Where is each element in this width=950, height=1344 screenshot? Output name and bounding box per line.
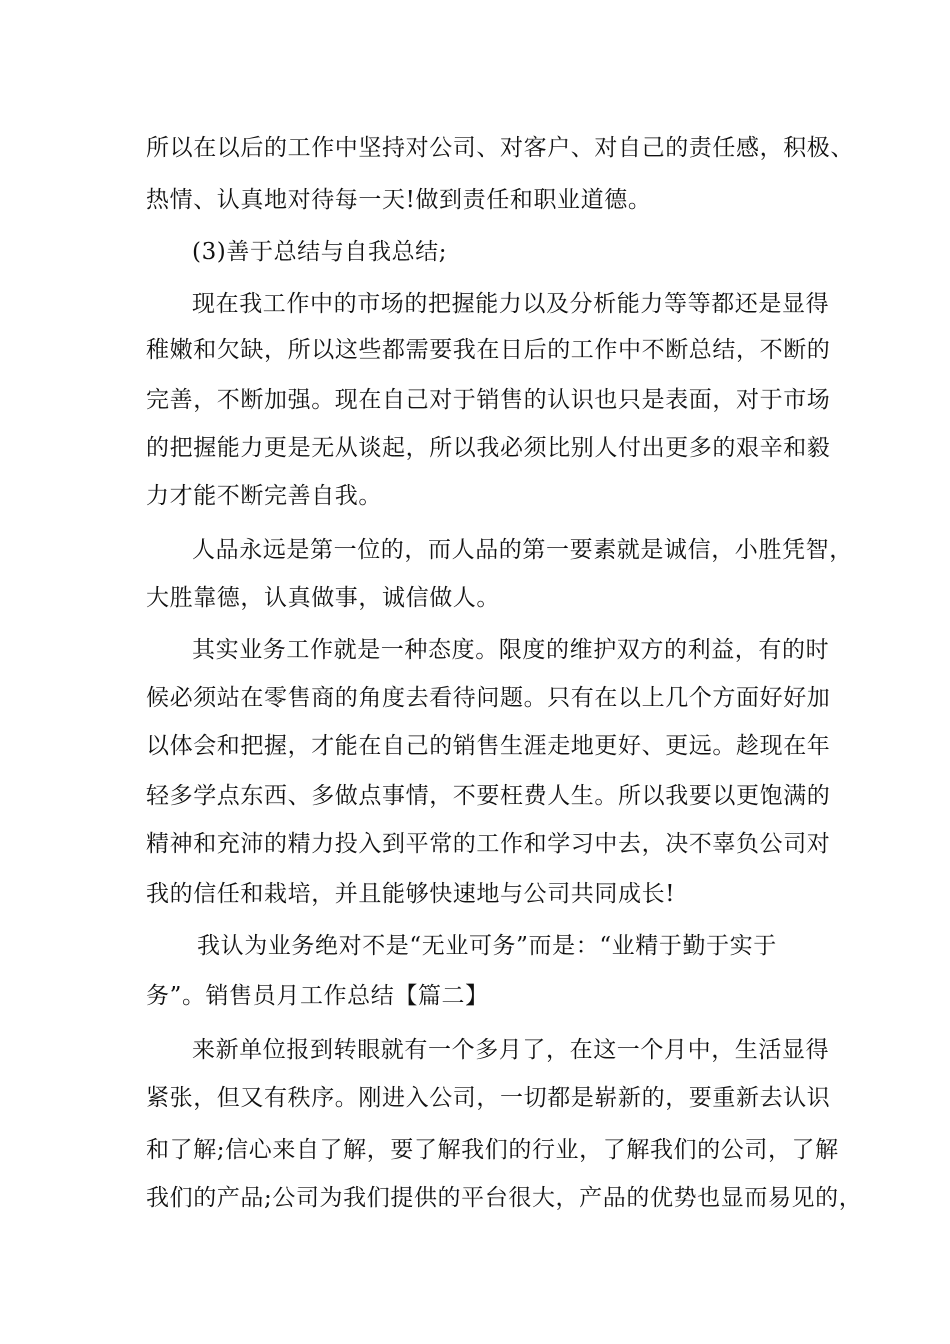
paragraph-line: 务”。销售员月工作总结【篇二】	[146, 983, 489, 1009]
paragraph-line: 紧张，但又有秩序。刚进入公司，一切都是崭新的，要重新去认识	[146, 1085, 831, 1111]
paragraph-line: 完善，不断加强。现在自己对于销售的认识也只是表面，对于市场	[146, 387, 831, 413]
paragraph-line: 我认为业务绝对不是“无业可务”而是：“业精于勤于实于	[197, 933, 777, 959]
paragraph-line: 和了解;信心来自了解，要了解我们的行业，了解我们的公司，了解	[146, 1137, 839, 1163]
paragraph-line: 稚嫩和欠缺，所以这些都需要我在日后的工作中不断总结，不断的	[146, 337, 831, 363]
paragraph-line: 来新单位报到转眼就有一个多月了，在这一个月中，生活显得	[192, 1037, 830, 1063]
paragraph-line: 力才能不断完善自我。	[146, 483, 382, 509]
paragraph-line: 现在我工作中的市场的把握能力以及分析能力等等都还是显得	[192, 291, 830, 317]
paragraph-line: 其实业务工作就是一种态度。限度的维护双方的利益，有的时	[192, 637, 830, 663]
paragraph-line: 人品永远是第一位的，而人品的第一要素就是诚信，小胜凭智，	[192, 537, 853, 563]
paragraph-line: 候必须站在零售商的角度去看待问题。只有在以上几个方面好好加	[146, 685, 831, 711]
paragraph-line: 大胜靠德，认真做事，诚信做人。	[146, 585, 500, 611]
paragraph-line: 轻多学点东西、多做点事情，不要枉费人生。所以我要以更饱满的	[146, 783, 831, 809]
paragraph-line: (3)善于总结与自我总结;	[192, 239, 448, 265]
paragraph-line: 所以在以后的工作中坚持对公司、对客户、对自己的责任感，积极、	[146, 135, 854, 161]
paragraph-line: 精神和充沛的精力投入到平常的工作和学习中去，决不辜负公司对	[146, 831, 831, 857]
paragraph-line: 热情、认真地对待每一天!做到责任和职业道德。	[146, 187, 652, 213]
paragraph-line: 我的信任和栽培，并且能够快速地与公司共同成长!	[146, 881, 676, 907]
paragraph-line: 我们的产品;公司为我们提供的平台很大，产品的优势也显而易见的，	[146, 1185, 863, 1211]
paragraph-line: 的把握能力更是无从谈起，所以我必须比别人付出更多的艰辛和毅	[146, 435, 831, 461]
paragraph-line: 以体会和把握，才能在自己的销售生涯走地更好、更远。趁现在年	[146, 733, 831, 759]
